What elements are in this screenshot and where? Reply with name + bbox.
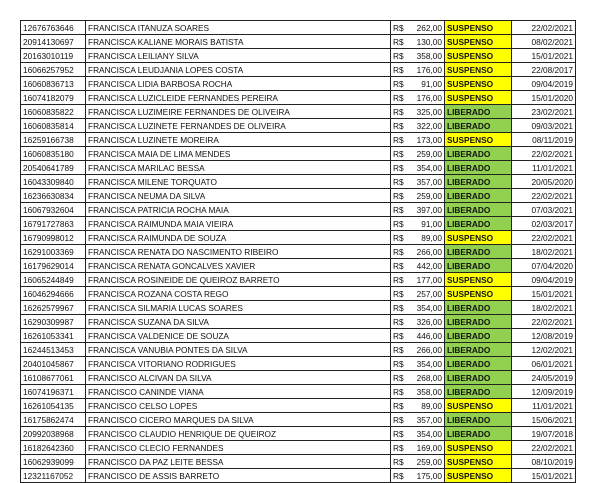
status-badge: SUSPENSO: [445, 77, 512, 91]
cell-date: 09/04/2019: [512, 273, 576, 287]
status-badge: SUSPENSO: [445, 49, 512, 63]
cell-id: 16067932604: [21, 203, 86, 217]
status-badge: LIBERADO: [445, 175, 512, 189]
cell-date: 15/01/2021: [512, 287, 576, 301]
cell-id: 20163010119: [21, 49, 86, 63]
status-badge: LIBERADO: [445, 315, 512, 329]
status-badge: LIBERADO: [445, 301, 512, 315]
cell-date: 15/01/2021: [512, 49, 576, 63]
cell-id: 20540641789: [21, 161, 86, 175]
cell-name: FRANCISCA RENATA DO NASCIMENTO RIBEIRO: [86, 245, 391, 259]
cell-id: 16175862474: [21, 413, 86, 427]
table-row: [21, 217, 576, 231]
cell-name: FRANCISCA MILENE TORQUATO: [86, 175, 391, 189]
amount-value: 442,00: [416, 260, 442, 271]
cell-id: 16259166738: [21, 133, 86, 147]
cell-id: 16290309987: [21, 315, 86, 329]
currency-symbol: R$: [393, 134, 404, 145]
currency-symbol: R$: [393, 288, 404, 299]
table-row: [21, 371, 576, 385]
cell-name: FRANCISCA RENATA GONCALVES XAVIER: [86, 259, 391, 273]
table-row: [21, 49, 576, 63]
cell-id: 16244513453: [21, 343, 86, 357]
cell-amount: [391, 77, 445, 91]
currency-symbol: R$: [393, 456, 404, 467]
cell-id: 20401045867: [21, 357, 86, 371]
currency-symbol: R$: [393, 274, 404, 285]
table-row: [21, 315, 576, 329]
cell-id: 16179629014: [21, 259, 86, 273]
currency-symbol: R$: [393, 470, 404, 481]
status-badge: LIBERADO: [445, 329, 512, 343]
cell-amount: [391, 315, 445, 329]
amount-value: 266,00: [416, 246, 442, 257]
status-badge: LIBERADO: [445, 189, 512, 203]
status-badge: LIBERADO: [445, 385, 512, 399]
amount-value: 354,00: [416, 428, 442, 439]
amount-value: 176,00: [416, 92, 442, 103]
cell-date: 15/01/2021: [512, 469, 576, 483]
table-row: [21, 133, 576, 147]
cell-amount: [391, 259, 445, 273]
cell-name: FRANCISCA ROZANA COSTA REGO: [86, 287, 391, 301]
table-row: [21, 77, 576, 91]
cell-name: FRANCISCA MARILAC BESSA: [86, 161, 391, 175]
cell-name: FRANCISCA LUZIMEIRE FERNANDES DE OLIVEIRA: [86, 105, 391, 119]
cell-date: 07/03/2021: [512, 203, 576, 217]
amount-value: 266,00: [416, 344, 442, 355]
amount-value: 259,00: [416, 190, 442, 201]
cell-name: FRANCISCA PATRICIA ROCHA MAIA: [86, 203, 391, 217]
cell-date: 08/11/2019: [512, 133, 576, 147]
cell-id: 16066257952: [21, 63, 86, 77]
amount-value: 173,00: [416, 134, 442, 145]
status-badge: SUSPENSO: [445, 441, 512, 455]
cell-id: 16074182079: [21, 91, 86, 105]
cell-name: FRANCISCA LEILIANY SILVA: [86, 49, 391, 63]
currency-symbol: R$: [393, 428, 404, 439]
cell-amount: [391, 399, 445, 413]
currency-symbol: R$: [393, 218, 404, 229]
table-row: [21, 469, 576, 483]
cell-amount: [391, 105, 445, 119]
cell-id: 16262579967: [21, 301, 86, 315]
cell-amount: [391, 175, 445, 189]
cell-amount: [391, 329, 445, 343]
table-row: [21, 105, 576, 119]
cell-date: 22/08/2017: [512, 63, 576, 77]
cell-date: 23/02/2021: [512, 105, 576, 119]
table-row: [21, 231, 576, 245]
table-row: [21, 175, 576, 189]
cell-amount: [391, 357, 445, 371]
table-row: [21, 287, 576, 301]
cell-amount: [391, 217, 445, 231]
cell-amount: [391, 161, 445, 175]
cell-amount: [391, 91, 445, 105]
cell-name: FRANCISCA LIDIA BARBOSA ROCHA: [86, 77, 391, 91]
status-badge: LIBERADO: [445, 371, 512, 385]
currency-symbol: R$: [393, 64, 404, 75]
cell-date: 22/02/2021: [512, 189, 576, 203]
status-badge: LIBERADO: [445, 119, 512, 133]
cell-id: 16046294666: [21, 287, 86, 301]
cell-date: 12/08/2019: [512, 329, 576, 343]
cell-date: 22/02/2021: [512, 231, 576, 245]
currency-symbol: R$: [393, 344, 404, 355]
amount-value: 357,00: [416, 176, 442, 187]
currency-symbol: R$: [393, 372, 404, 383]
cell-amount: [391, 371, 445, 385]
cell-id: 16074196371: [21, 385, 86, 399]
cell-date: 22/02/2021: [512, 147, 576, 161]
amount-value: 89,00: [421, 232, 442, 243]
cell-date: 08/02/2021: [512, 35, 576, 49]
cell-id: 16062939099: [21, 455, 86, 469]
status-badge: SUSPENSO: [445, 91, 512, 105]
table-row: [21, 119, 576, 133]
cell-id: 16291003369: [21, 245, 86, 259]
amount-value: 177,00: [416, 274, 442, 285]
status-badge: LIBERADO: [445, 161, 512, 175]
cell-amount: [391, 63, 445, 77]
table-row: [21, 21, 576, 35]
currency-symbol: R$: [393, 246, 404, 257]
cell-name: FRANCISCA SILMARIA LUCAS SOARES: [86, 301, 391, 315]
cell-date: 15/01/2020: [512, 91, 576, 105]
cell-name: FRANCISCA LEUDJANIA LOPES COSTA: [86, 63, 391, 77]
cell-amount: [391, 49, 445, 63]
currency-symbol: R$: [393, 316, 404, 327]
cell-amount: [391, 441, 445, 455]
cell-name: FRANCISCA RAIMUNDA MAIA VIEIRA: [86, 217, 391, 231]
cell-id: 16060835814: [21, 119, 86, 133]
cell-name: FRANCISCO CLAUDIO HENRIQUE DE QUEIROZ: [86, 427, 391, 441]
status-badge: SUSPENSO: [445, 273, 512, 287]
cell-id: 20992038968: [21, 427, 86, 441]
amount-value: 358,00: [416, 50, 442, 61]
cell-name: FRANCISCO CELSO LOPES: [86, 399, 391, 413]
status-badge: LIBERADO: [445, 105, 512, 119]
currency-symbol: R$: [393, 92, 404, 103]
cell-amount: [391, 469, 445, 483]
status-badge: SUSPENSO: [445, 35, 512, 49]
cell-date: 18/02/2021: [512, 301, 576, 315]
cell-id: 16060835180: [21, 147, 86, 161]
cell-id: 12321167052: [21, 469, 86, 483]
cell-amount: [391, 231, 445, 245]
table-row: [21, 259, 576, 273]
currency-symbol: R$: [393, 386, 404, 397]
currency-symbol: R$: [393, 204, 404, 215]
table-row: [21, 357, 576, 371]
table-row: [21, 245, 576, 259]
currency-symbol: R$: [393, 232, 404, 243]
cell-date: 09/04/2019: [512, 77, 576, 91]
cell-name: FRANCISCA LUZINETE FERNANDES DE OLIVEIRA: [86, 119, 391, 133]
cell-date: 11/01/2021: [512, 161, 576, 175]
amount-value: 446,00: [416, 330, 442, 341]
currency-symbol: R$: [393, 190, 404, 201]
currency-symbol: R$: [393, 330, 404, 341]
table-row: [21, 441, 576, 455]
cell-amount: [391, 413, 445, 427]
currency-symbol: R$: [393, 176, 404, 187]
amount-value: 259,00: [416, 148, 442, 159]
cell-name: FRANCISCO CANINDE VIANA: [86, 385, 391, 399]
amount-value: 326,00: [416, 316, 442, 327]
cell-date: 24/05/2019: [512, 371, 576, 385]
amount-value: 257,00: [416, 288, 442, 299]
table-row: [21, 189, 576, 203]
amount-value: 357,00: [416, 414, 442, 425]
currency-symbol: R$: [393, 36, 404, 47]
amount-value: 322,00: [416, 120, 442, 131]
cell-name: FRANCISCA SUZANA DA SILVA: [86, 315, 391, 329]
amount-value: 176,00: [416, 64, 442, 75]
cell-name: FRANCISCA MAIA DE LIMA MENDES: [86, 147, 391, 161]
cell-id: 16060835822: [21, 105, 86, 119]
cell-name: FRANCISCA ITANUZA SOARES: [86, 21, 391, 35]
table-row: [21, 147, 576, 161]
cell-date: 07/04/2020: [512, 259, 576, 273]
amount-value: 169,00: [416, 442, 442, 453]
currency-symbol: R$: [393, 120, 404, 131]
table-row: [21, 91, 576, 105]
status-badge: SUSPENSO: [445, 21, 512, 35]
cell-name: FRANCISCO DE ASSIS BARRETO: [86, 469, 391, 483]
cell-amount: [391, 133, 445, 147]
cell-name: FRANCISCA VALDENICE DE SOUZA: [86, 329, 391, 343]
cell-amount: [391, 427, 445, 441]
cell-id: 16261053341: [21, 329, 86, 343]
cell-name: FRANCISCO CICERO MARQUES DA SILVA: [86, 413, 391, 427]
cell-name: FRANCISCA KALIANE MORAIS BATISTA: [86, 35, 391, 49]
cell-date: 19/07/2018: [512, 427, 576, 441]
amount-value: 354,00: [416, 162, 442, 173]
cell-date: 22/02/2021: [512, 21, 576, 35]
cell-date: 22/02/2021: [512, 441, 576, 455]
status-badge: SUSPENSO: [445, 469, 512, 483]
amount-value: 259,00: [416, 456, 442, 467]
currency-symbol: R$: [393, 50, 404, 61]
currency-symbol: R$: [393, 260, 404, 271]
cell-id: 16043309840: [21, 175, 86, 189]
table-row: [21, 399, 576, 413]
table-row: [21, 35, 576, 49]
currency-symbol: R$: [393, 400, 404, 411]
amount-value: 354,00: [416, 302, 442, 313]
cell-date: 06/01/2021: [512, 357, 576, 371]
cell-date: 12/09/2019: [512, 385, 576, 399]
cell-id: 16060836713: [21, 77, 86, 91]
cell-amount: [391, 455, 445, 469]
status-badge: LIBERADO: [445, 343, 512, 357]
status-badge: LIBERADO: [445, 245, 512, 259]
table-row: [21, 413, 576, 427]
status-badge: LIBERADO: [445, 357, 512, 371]
cell-date: 11/01/2021: [512, 399, 576, 413]
cell-amount: [391, 21, 445, 35]
currency-symbol: R$: [393, 414, 404, 425]
cell-date: 22/02/2021: [512, 315, 576, 329]
currency-symbol: R$: [393, 442, 404, 453]
cell-id: 16791727863: [21, 217, 86, 231]
cell-amount: [391, 35, 445, 49]
cell-name: FRANCISCO CLECIO FERNANDES: [86, 441, 391, 455]
amount-value: 89,00: [421, 400, 442, 411]
cell-name: FRANCISCA VANUBIA PONTES DA SILVA: [86, 343, 391, 357]
amount-value: 325,00: [416, 106, 442, 117]
status-badge: SUSPENSO: [445, 231, 512, 245]
table-row: [21, 161, 576, 175]
table-row: [21, 427, 576, 441]
table-row: [21, 385, 576, 399]
table-row: [21, 203, 576, 217]
cell-name: FRANCISCO ALCIVAN DA SILVA: [86, 371, 391, 385]
cell-date: 15/06/2021: [512, 413, 576, 427]
cell-amount: [391, 245, 445, 259]
cell-id: 16236630834: [21, 189, 86, 203]
status-badge: LIBERADO: [445, 427, 512, 441]
amount-value: 175,00: [416, 470, 442, 481]
cell-id: 16065244849: [21, 273, 86, 287]
records-table: [20, 20, 576, 483]
cell-date: 02/03/2017: [512, 217, 576, 231]
table-row: [21, 273, 576, 287]
amount-value: 358,00: [416, 386, 442, 397]
status-badge: SUSPENSO: [445, 287, 512, 301]
cell-name: FRANCISCA ROSINEIDE DE QUEIROZ BARRETO: [86, 273, 391, 287]
cell-name: FRANCISCO DA PAZ LEITE BESSA: [86, 455, 391, 469]
cell-date: 12/02/2021: [512, 343, 576, 357]
currency-symbol: R$: [393, 302, 404, 313]
table-row: [21, 329, 576, 343]
currency-symbol: R$: [393, 148, 404, 159]
amount-value: 262,00: [416, 22, 442, 33]
records-table-body: [21, 21, 576, 483]
currency-symbol: R$: [393, 106, 404, 117]
status-badge: SUSPENSO: [445, 133, 512, 147]
currency-symbol: R$: [393, 358, 404, 369]
cell-amount: [391, 385, 445, 399]
status-badge: LIBERADO: [445, 147, 512, 161]
table-row: [21, 63, 576, 77]
cell-name: FRANCISCA RAIMUNDA DE SOUZA: [86, 231, 391, 245]
cell-amount: [391, 273, 445, 287]
cell-amount: [391, 203, 445, 217]
cell-name: FRANCISCA LUZINETE MOREIRA: [86, 133, 391, 147]
status-badge: LIBERADO: [445, 203, 512, 217]
cell-name: FRANCISCA NEUMA DA SILVA: [86, 189, 391, 203]
currency-symbol: R$: [393, 22, 404, 33]
amount-value: 354,00: [416, 358, 442, 369]
cell-amount: [391, 189, 445, 203]
table-row: [21, 301, 576, 315]
cell-amount: [391, 287, 445, 301]
status-badge: SUSPENSO: [445, 63, 512, 77]
currency-symbol: R$: [393, 162, 404, 173]
cell-id: 16261054135: [21, 399, 86, 413]
amount-value: 268,00: [416, 372, 442, 383]
cell-id: 16182642360: [21, 441, 86, 455]
cell-amount: [391, 301, 445, 315]
amount-value: 91,00: [421, 218, 442, 229]
cell-id: 12676763646: [21, 21, 86, 35]
cell-id: 20914130697: [21, 35, 86, 49]
amount-value: 130,00: [416, 36, 442, 47]
table-row: [21, 455, 576, 469]
currency-symbol: R$: [393, 78, 404, 89]
cell-id: 16790998012: [21, 231, 86, 245]
status-badge: SUSPENSO: [445, 455, 512, 469]
cell-name: FRANCISCA LUZICLEIDE FERNANDES PEREIRA: [86, 91, 391, 105]
status-badge: SUSPENSO: [445, 399, 512, 413]
cell-date: 18/02/2021: [512, 245, 576, 259]
cell-id: 16108677061: [21, 371, 86, 385]
cell-date: 20/05/2020: [512, 175, 576, 189]
status-badge: LIBERADO: [445, 217, 512, 231]
cell-amount: [391, 119, 445, 133]
cell-date: 09/03/2021: [512, 119, 576, 133]
cell-date: 08/10/2019: [512, 455, 576, 469]
cell-name: FRANCISCA VITORIANO RODRIGUES: [86, 357, 391, 371]
cell-amount: [391, 147, 445, 161]
amount-value: 91,00: [421, 78, 442, 89]
cell-amount: [391, 343, 445, 357]
table-row: [21, 343, 576, 357]
status-badge: LIBERADO: [445, 259, 512, 273]
status-badge: LIBERADO: [445, 413, 512, 427]
amount-value: 397,00: [416, 204, 442, 215]
